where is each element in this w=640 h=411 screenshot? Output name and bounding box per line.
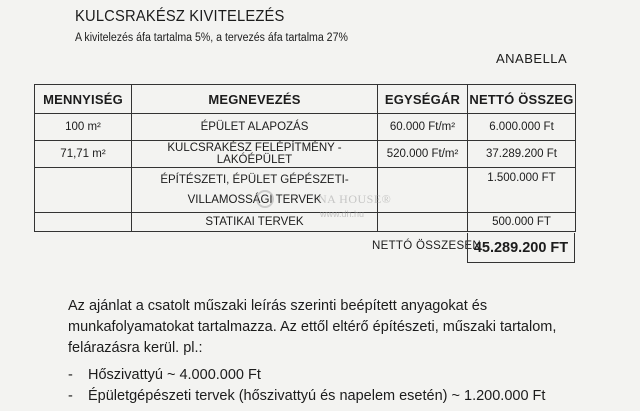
price-table [34,84,576,232]
cell-name-line1: ÉPÍTÉSZETI, ÉPÜLET GÉPÉSZETI- [160,174,349,186]
list-item-text: Épületgépészeti tervek (hőszivattyú és napelem esetén) ~ 1.200.000 Ft [88,388,546,404]
cell-quantity: 100 m² [35,114,132,141]
column-header-net-total: NETTÓ ÖSSZEG [468,85,576,114]
cell-quantity [35,168,132,213]
cell-net-total: 37.289.200 Ft [468,141,576,168]
cell-unit-price: 520.000 Ft/m² [378,141,468,168]
watermark-url: www.dh.hu [320,209,365,219]
cell-name-line2: VILLAMOSSÁGI TERVEK [187,194,322,206]
table-row [35,213,576,232]
cell-unit-price [378,168,468,213]
total-label: NETTÓ ÖSSZESEN [372,240,481,252]
cell-unit-price [378,213,468,232]
offer-note: Az ajánlat a csatolt műszaki leírás szerinti beépített anyagokat és munkafolyamatokat tartalmazza. Az ettől eltérő építészeti, műszaki tartalom, felárazásra kerül. pl.: [68,298,557,356]
column-header-quantity: MENNYISÉG [35,85,132,114]
extra-cost-list [68,365,545,407]
list-item: - Épületgépészeti tervek (hőszivattyú és napelem esetén) ~ 1.200.000 Ft [68,386,545,407]
cell-name: STATIKAI TERVEK [132,213,378,232]
cell-name [132,168,378,213]
watermark-name: NA HOUSE® [318,192,392,206]
cell-name: KULCSRAKÉSZ FELÉPÍTMÉNY - LAKÓÉPÜLET [132,141,378,168]
table-row [35,141,576,168]
project-name: ANABELLA [496,51,568,66]
table-header-row [35,85,576,114]
table-row [35,114,576,141]
total-value: 45.289.200 FT [467,233,575,263]
document-title: KULCSRAKÉSZ KIVITELEZÉS [75,8,285,25]
cell-name: ÉPÜLET ALAPOZÁS [132,114,378,141]
list-item: - Hőszivattyú ~ 4.000.000 Ft [68,365,545,386]
vat-subtitle: A kivitelezés áfa tartalma 5%, a tervezés áfa tartalma 27% [75,32,348,44]
cell-unit-price: 60.000 Ft/m² [378,114,468,141]
cell-quantity [35,213,132,232]
column-header-name: MEGNEVEZÉS [132,85,378,114]
cell-net-total: 500.000 FT [468,213,576,232]
column-header-unit-price: EGYSÉGÁR [378,85,468,114]
list-item-text: Hőszivattyú ~ 4.000.000 Ft [88,367,261,383]
table-row [35,168,576,213]
cell-net-total: 6.000.000 Ft [468,114,576,141]
cell-quantity: 71,71 m² [35,141,132,168]
cell-net-total: 1.500.000 FT [468,168,576,213]
